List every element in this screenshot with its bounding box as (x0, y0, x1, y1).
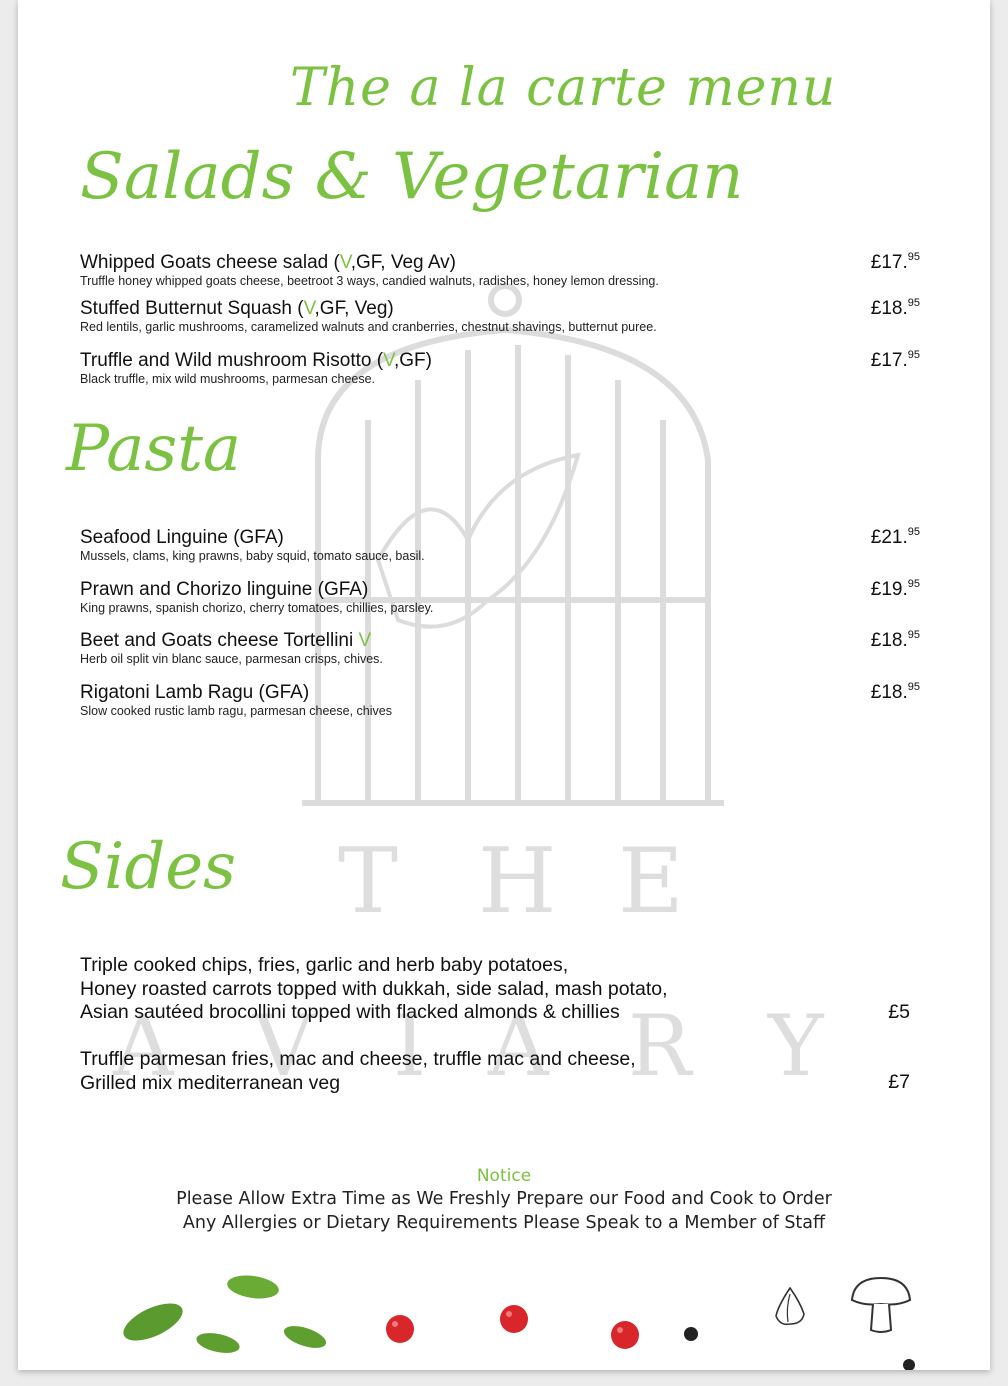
svg-text:A: A (113, 997, 174, 1095)
menu-item-price: £19.95 (870, 578, 920, 600)
menu-item (80, 682, 960, 719)
menu-item-description: Mussels, clams, king prawns, baby squid, tomato sauce, basil. (80, 549, 425, 563)
menu-item-price: £18.95 (870, 681, 920, 703)
menu-item-name: Beet and Goats cheese Tortellini V (80, 630, 372, 651)
basil-leaf-icon (113, 1270, 353, 1360)
mushroom-icon (848, 1274, 914, 1336)
sides-group-2 (80, 1048, 636, 1095)
cherry-tomato-icon (384, 1312, 416, 1344)
menu-item-description: Black truffle, mix wild mushrooms, parmesan cheese. (80, 372, 376, 386)
menu-item (80, 527, 960, 564)
notice-title: Notice (476, 1166, 532, 1186)
menu-item (80, 298, 960, 335)
svg-text:V: V (253, 997, 314, 1095)
peppercorn-icon (682, 1325, 700, 1343)
menu-item-description: Herb oil split vin blanc sauce, parmesan crisps, chives. (80, 652, 383, 666)
sides-group-1 (80, 954, 668, 1025)
sides-line: Asian sautéed brocollini topped with flacked almonds & chillies (80, 1001, 620, 1023)
menu-item-name: Truffle and Wild mushroom Risotto (V,GF) (80, 350, 432, 371)
sides-line: Truffle parmesan fries, mac and cheese, truffle mac and cheese, (80, 1048, 636, 1070)
section-title-sides: Sides (60, 830, 236, 904)
menu-item-name: Whipped Goats cheese salad (V,GF, Veg Av) (80, 252, 457, 273)
menu-page (18, 0, 990, 1370)
svg-text:Y: Y (768, 997, 824, 1095)
svg-text:E: E (618, 829, 684, 934)
notice-line: Please Allow Extra Time as We Freshly Prepare our Food and Cook to Order (176, 1189, 832, 1209)
menu-item-description: Red lentils, garlic mushrooms, caramelized walnuts and cranberries, chestnut shavings, butternut puree. (80, 320, 657, 334)
menu-item-name: Stuffed Butternut Squash (V,GF, Veg) (80, 298, 394, 319)
menu-item (80, 630, 960, 667)
section-title-pasta: Pasta (66, 412, 242, 486)
menu-item (80, 579, 960, 616)
menu-item-price: £17.95 (870, 251, 920, 273)
notice-line: Any Allergies or Dietary Requirements Please Speak to a Member of Staff (182, 1213, 826, 1233)
menu-item-description: Slow cooked rustic lamb ragu, parmesan cheese, chives (80, 704, 392, 718)
menu-item (80, 350, 960, 387)
menu-item-price: £21.95 (870, 526, 920, 548)
svg-text:I: I (393, 997, 427, 1095)
menu-item-name: Prawn and Chorizo linguine (GFA) (80, 579, 369, 600)
svg-text:A: A (488, 997, 549, 1095)
cherry-tomato-icon (609, 1318, 641, 1350)
sides-line: Triple cooked chips, fries, garlic and herb baby potatoes, (80, 954, 569, 976)
garlic-icon (770, 1284, 810, 1328)
menu-item-description: King prawns, spanish chorizo, cherry tomatoes, chillies, parsley. (80, 601, 434, 615)
menu-item-name: Rigatoni Lamb Ragu (GFA) (80, 682, 310, 703)
cherry-tomato-icon (498, 1302, 530, 1334)
sides-line: Honey roasted carrots topped with dukkah, side salad, mash potato, (80, 977, 668, 1000)
svg-text:T: T (338, 829, 399, 934)
section-title-salads: Salads & Vegetarian (80, 140, 744, 214)
menu-item-price: £17.95 (870, 349, 920, 371)
peppercorn-icon (901, 1357, 917, 1370)
svg-text:R: R (628, 997, 692, 1095)
menu-item (80, 252, 960, 289)
menu-title: The a la carte menu (290, 58, 837, 118)
menu-item-price: £18.95 (870, 297, 920, 319)
sides-line: Grilled mix mediterranean veg (80, 1071, 341, 1094)
menu-item-name: Seafood Linguine (GFA) (80, 527, 284, 548)
svg-text:H: H (478, 829, 557, 934)
menu-item-description: Truffle honey whipped goats cheese, beetroot 3 ways, candied walnuts, radishes, honey lemon dressing. (80, 274, 659, 288)
sides-price: £5 (888, 1001, 910, 1023)
sides-price: £7 (888, 1071, 910, 1093)
menu-item-price: £18.95 (870, 629, 920, 651)
